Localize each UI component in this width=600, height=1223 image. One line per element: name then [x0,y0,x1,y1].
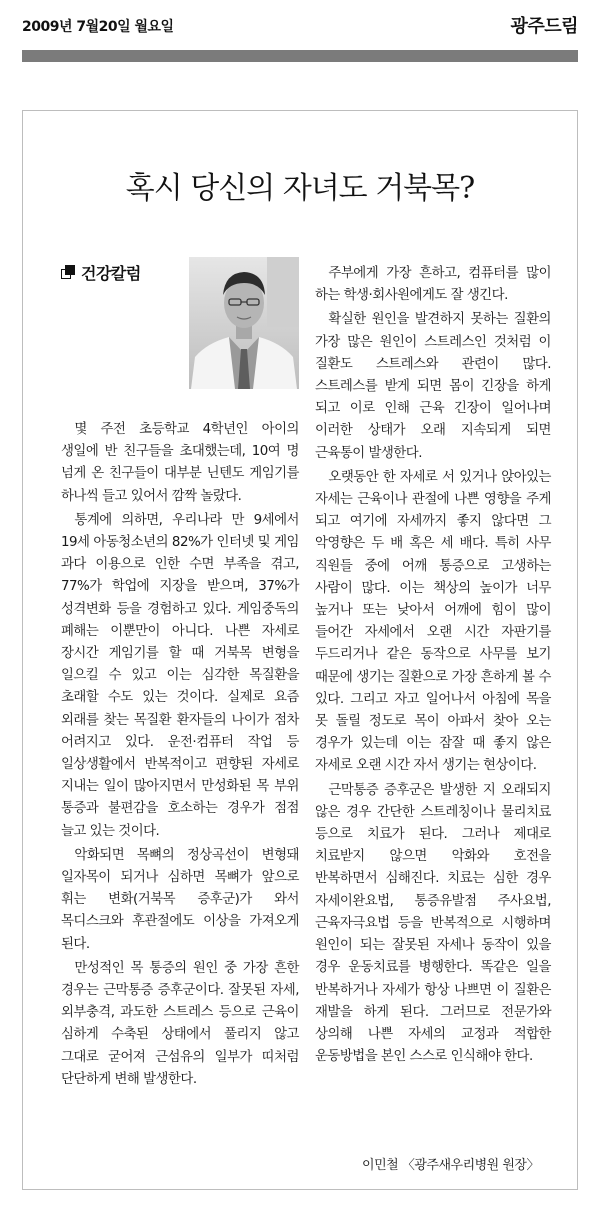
section-label [61,261,141,284]
header-rule [22,50,578,62]
section-square-icon [61,265,77,281]
publication-name: 광주드림 [510,16,578,37]
paragraph: 확실한 원인을 발견하지 못하는 질환의 가장 많은 원인이 스트레스인 것처럼 이 질환도 스트레스와 관련이 많다. 스트레스를 받게 되면 몸이 긴장을 하게 되고 이로 인해 근육 긴장이 일어나며 이러한 상태가 오래 지속되게 되면 근육통이 발생한다. [315,312,551,461]
section-label-text: 건강칼럼 [81,264,141,283]
article-column-right [315,263,551,1070]
issue-date: 2009년 7월20일 월요일 [22,19,174,35]
paragraph: 만성적인 목 통증의 원인 중 가장 흔한 경우는 근막통증 증후군이다. 잘못된 자세, 외부충격, 과도한 스트레스 등으로 근육이 심하게 수축된 상태에서 풀리지 않고 그대로 굳어져 근섬유의 일부가 띠처럼 단단하게 변해 발생한다. [61,960,299,1087]
paragraph: 주부에게 가장 흔하고, 컴퓨터를 많이 하는 학생·회사원에게도 잘 생긴다. [315,266,551,304]
paragraph: 몇 주전 초등학교 4학년인 아이의 생일에 반 친구들을 초대했는데, 10여 명 넘게 온 친구들이 대부분 닌텐도 게임기를 하나씩 들고 있어서 깜짝 놀랐다. [61,422,299,504]
article-column-left [61,419,299,1093]
paragraph: 오랫동안 한 자세로 서 있거나 앉아있는 자세는 근육이나 관절에 나쁜 영향을 주게 되고 여기에 자세까지 좋지 않다면 그 악영향은 두 배 혹은 세 배다. 특히 사무 직원들 중에 어깨 통증으로 고생하는 사람이 많다. 이는 책상의 높이가 너무 높거나 또는 낮아서 어깨에 힘이 많이 들어간 자세에서 오랜 시간 자판기를 두드리거나 같은 동작으로 사무를 보기 때문에 생기는 질환으로 가장 흔하게 볼 수 있다. 그리고 자고 일어나서 아침에 목을 못 돌릴 정도로 목이 아파서 찾아 오는 경우가 있는데 이는 잠잘 때 좋지 않은 자세로 오랜 시간 자서 생기는 현상이다. [315,469,551,774]
paragraph: 근막통증 증후군은 발생한 지 오래되지 않은 경우 간단한 스트레칭이나 물리치료 등으로 치료가 된다. 그러나 제대로 치료받지 않으면 악화와 호전을 반복하면서 심해진다. 치료는 심한 경우 자세이완요법, 통증유발점 주사요법, 근육자극요법 등을 반복적으로 시행하며 원인이 되는 잘못된 자세나 동작이 있을 경우 운동치료를 병행한다. 똑같은 일을 반복하거나 자세가 항상 나쁘면 이 질환은 재발을 하게 된다. 그러므로 전문가와 상의해 나쁜 자세의 교정과 적합한 운동방법을 본인 스스로 인식해야 한다. [315,782,551,1065]
byline: 이민철 〈광주새우리병원 원장〉 [362,1158,539,1173]
headline: 혹시 당신의 자녀도 거북목? [125,171,475,206]
paragraph: 악화되면 목뼈의 정상곡선이 변형돼 일자목이 되거나 심하면 목뼈가 앞으로 휘는 변화(거북목 증후군)가 와서 목디스크와 후관절에도 이상을 가져오게 된다. [61,847,299,952]
article-box [22,110,578,1190]
author-photo [189,257,299,389]
page-header [22,0,578,50]
paragraph: 통계에 의하면, 우리나라 만 9세에서 19세 아동청소년의 82%가 인터넷 및 게임 과다 이용으로 인한 수면 부족을 겪고, 77%가 학업에 지장을 받으며, 37%가 성격변화 등을 경험하고 있다. 게임중독의 폐해는 이뿐만이 아니다. 나쁜 자세로 장시간 게임기를 할 때 거북목 변형을 일으킬 수 있고 이는 심각한 목질환을 초래할 수도 있는 것이다. 실제로 요즘 외래를 찾는 목질환 환자들의 나이가 점차 어려지고 있다. 운전·컴퓨터 작업 등 일상생활에서 반복적이고 편향된 자세로 지내는 일이 많아지면서 만성화된 목 부위 통증과 불편감을 호소하는 경우가 점점 늘고 있는 것이다. [61,512,299,839]
